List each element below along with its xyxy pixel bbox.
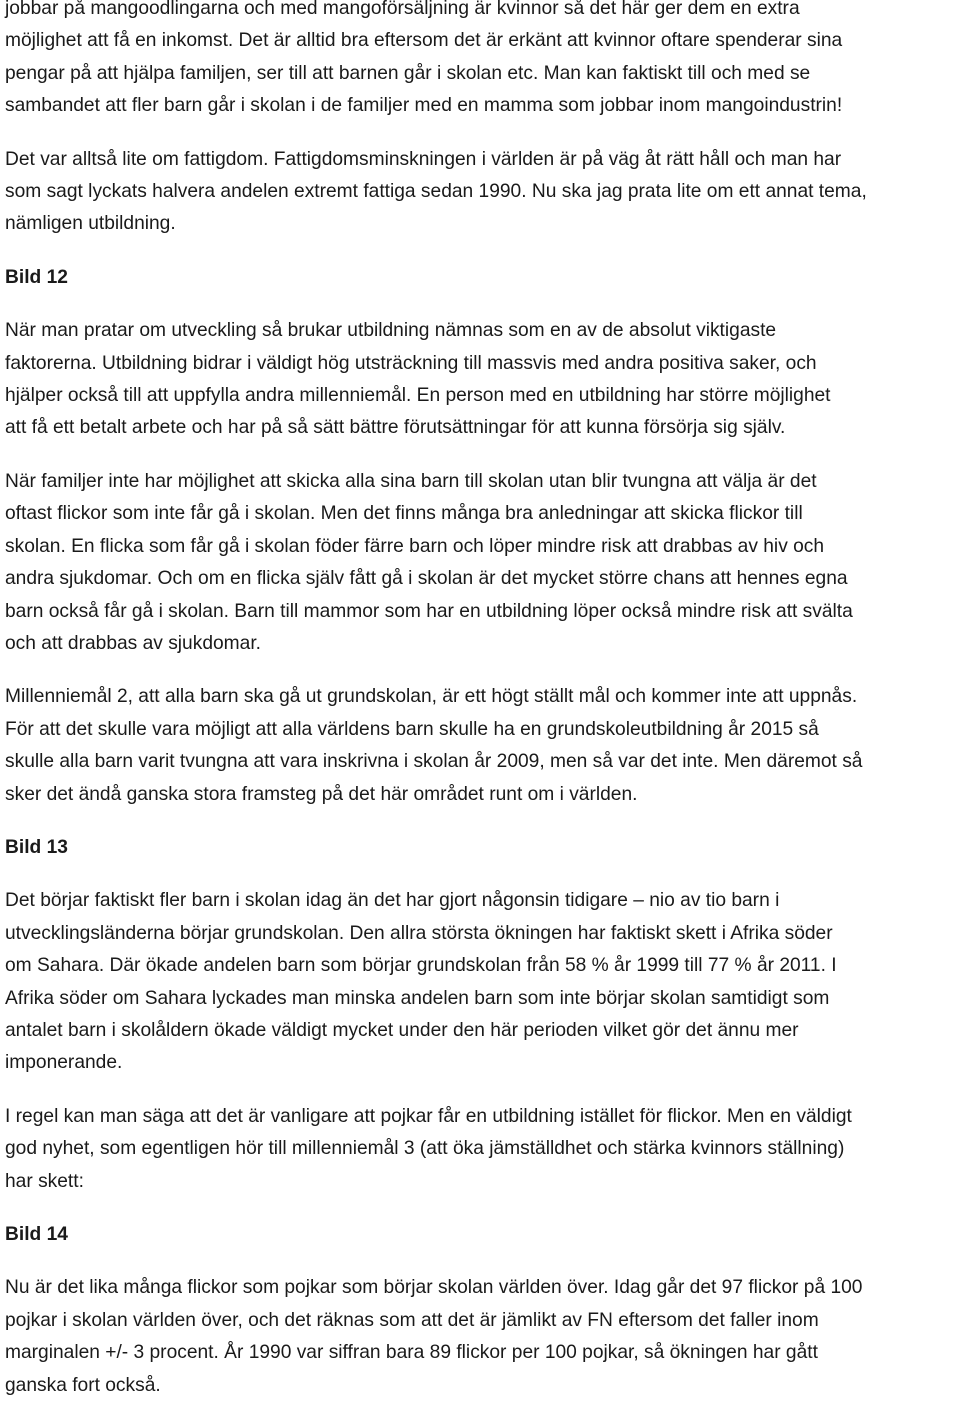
text-line: Afrika söder om Sahara lyckades man minska andelen barn som inte börjar skolan samtidigt som [5,987,830,1009]
heading-bild-12-block [5,262,958,294]
text-line: marginalen +/- 3 procent. År 1990 var siffran bara 89 flickor per 100 pojkar, så ökningen har gått [5,1342,818,1364]
text-line: Millenniemål 2, att alla barn ska gå ut grundskolan, är ett högt ställt mål och kommer inte att uppnås. [5,686,858,708]
section-heading: Bild 14 [5,1224,68,1245]
heading-bild-14-block [5,1219,958,1251]
text-line: sker det ändå ganska stora framsteg på det här området runt om i världen. [5,783,638,805]
text-line: För att det skulle vara möjligt att alla världens barn skulle ha en grundskoleutbildning år 2015 så [5,718,819,740]
text-line: När familjer inte har möjlighet att skicka alla sina barn till skolan utan blir tvungna att välja är det [5,470,817,492]
text-line: som sagt lyckats halvera andelen extremt fattiga sedan 1990. Nu ska jag prata lite om ett annat tema, [5,181,867,203]
section-heading: Bild 13 [5,836,68,858]
text-line: När man pratar om utveckling så brukar utbildning nämnas som en av de absolut viktigaste [5,320,777,342]
text-line: I regel kan man säga att det är vanligare att pojkar får en utbildning istället för flickor. Men en väldigt [5,1105,852,1127]
text-line: att få ett betalt arbete och har på så sätt bättre förutsättningar för att kunna försörja sig själv. [5,417,786,439]
text-line: skulle alla barn varit tvungna att vara inskrivna i skolan år 2009, men så var det inte. Men däremot så [5,751,863,773]
text-line: faktorerna. Utbildning bidrar i väldigt hög utsträckning till massvis med andra positiva saker, och [5,352,817,374]
text-line: och att drabbas av sjukdomar. [5,632,261,654]
text-line: ganska fort också. [5,1374,161,1396]
text-line: har skett: [5,1170,84,1192]
paragraph-gender-equality [5,1101,958,1198]
text-line: hjälper också till att uppfylla andra millenniemål. En person med en utbildning har större möjlighet [5,385,831,407]
text-line: jobbar på mangoodlingarna och med mangoförsäljning är kvinnor så det här ger dem en extra [5,0,800,19]
text-line: antalet barn i skolåldern ökade väldigt mycket under den här perioden vilket gör det ännu mer [5,1019,799,1041]
text-line: oftast flickor som inte får gå i skolan. Men det finns många bra anledningar att skicka flickor till [5,503,803,525]
text-line: god nyhet, som egentligen hör till millenniemål 3 (att öka jämställdhet och stärka kvinnors ställning) [5,1138,845,1160]
text-line: nämligen utbildning. [5,213,176,235]
text-line: barn också får gå i skolan. Barn till mammor som har en utbildning löper också mindre risk att svälta [5,600,853,622]
paragraph-girls-boys-ratio [5,1272,958,1402]
text-line: Nu är det lika många flickor som pojkar som börjar skolan världen över. Idag går det 97 flickor på 100 [5,1277,863,1299]
paragraph-millennium-goal-2 [5,681,958,811]
document-page [5,0,958,1423]
text-line: sambandet att fler barn går i skolan i de familjer med en mamma som jobbar inom mangoindustrin! [5,95,843,117]
text-line: pojkar i skolan världen över, och det räknas som att det är jämlikt av FN eftersom det faller inom [5,1309,819,1331]
text-line: om Sahara. Där ökade andelen barn som börjar grundskolan från 58 % år 1999 till 77 % år 2011. I [5,955,837,977]
text-line: andra sjukdomar. Och om en flicka själv fått gå i skolan är det mycket större chans att hennes egna [5,568,848,590]
text-line: skolan. En flicka som får gå i skolan föder färre barn och löper mindre risk att drabbas av hiv och [5,535,825,557]
text-line: pengar på att hjälpa familjen, ser till att barnen går i skolan etc. Man kan faktiskt till och med se [5,62,811,84]
section-heading: Bild 12 [5,266,68,288]
paragraph-mango-income [5,0,958,123]
text-line: utvecklingsländerna börjar grundskolan. Den allra största ökningen har faktiskt skett i Afrika söder [5,922,833,944]
text-line: Det börjar faktiskt fler barn i skolan idag än det har gjort någonsin tidigare – nio av tio barn i [5,890,780,912]
paragraph-education-importance [5,315,958,445]
paragraph-poverty-summary [5,144,958,241]
paragraph-girls-school [5,466,958,660]
text-line: imponerande. [5,1052,123,1074]
text-line: Det var alltså lite om fattigdom. Fattigdomsminskningen i världen är på väg åt rätt håll och man har [5,148,842,170]
paragraph-school-enrollment [5,885,958,1079]
text-line: möjlighet att få en inkomst. Det är alltid bra eftersom det är erkänt att kvinnor oftare spenderar sina [5,30,843,52]
heading-bild-13-block [5,832,958,864]
